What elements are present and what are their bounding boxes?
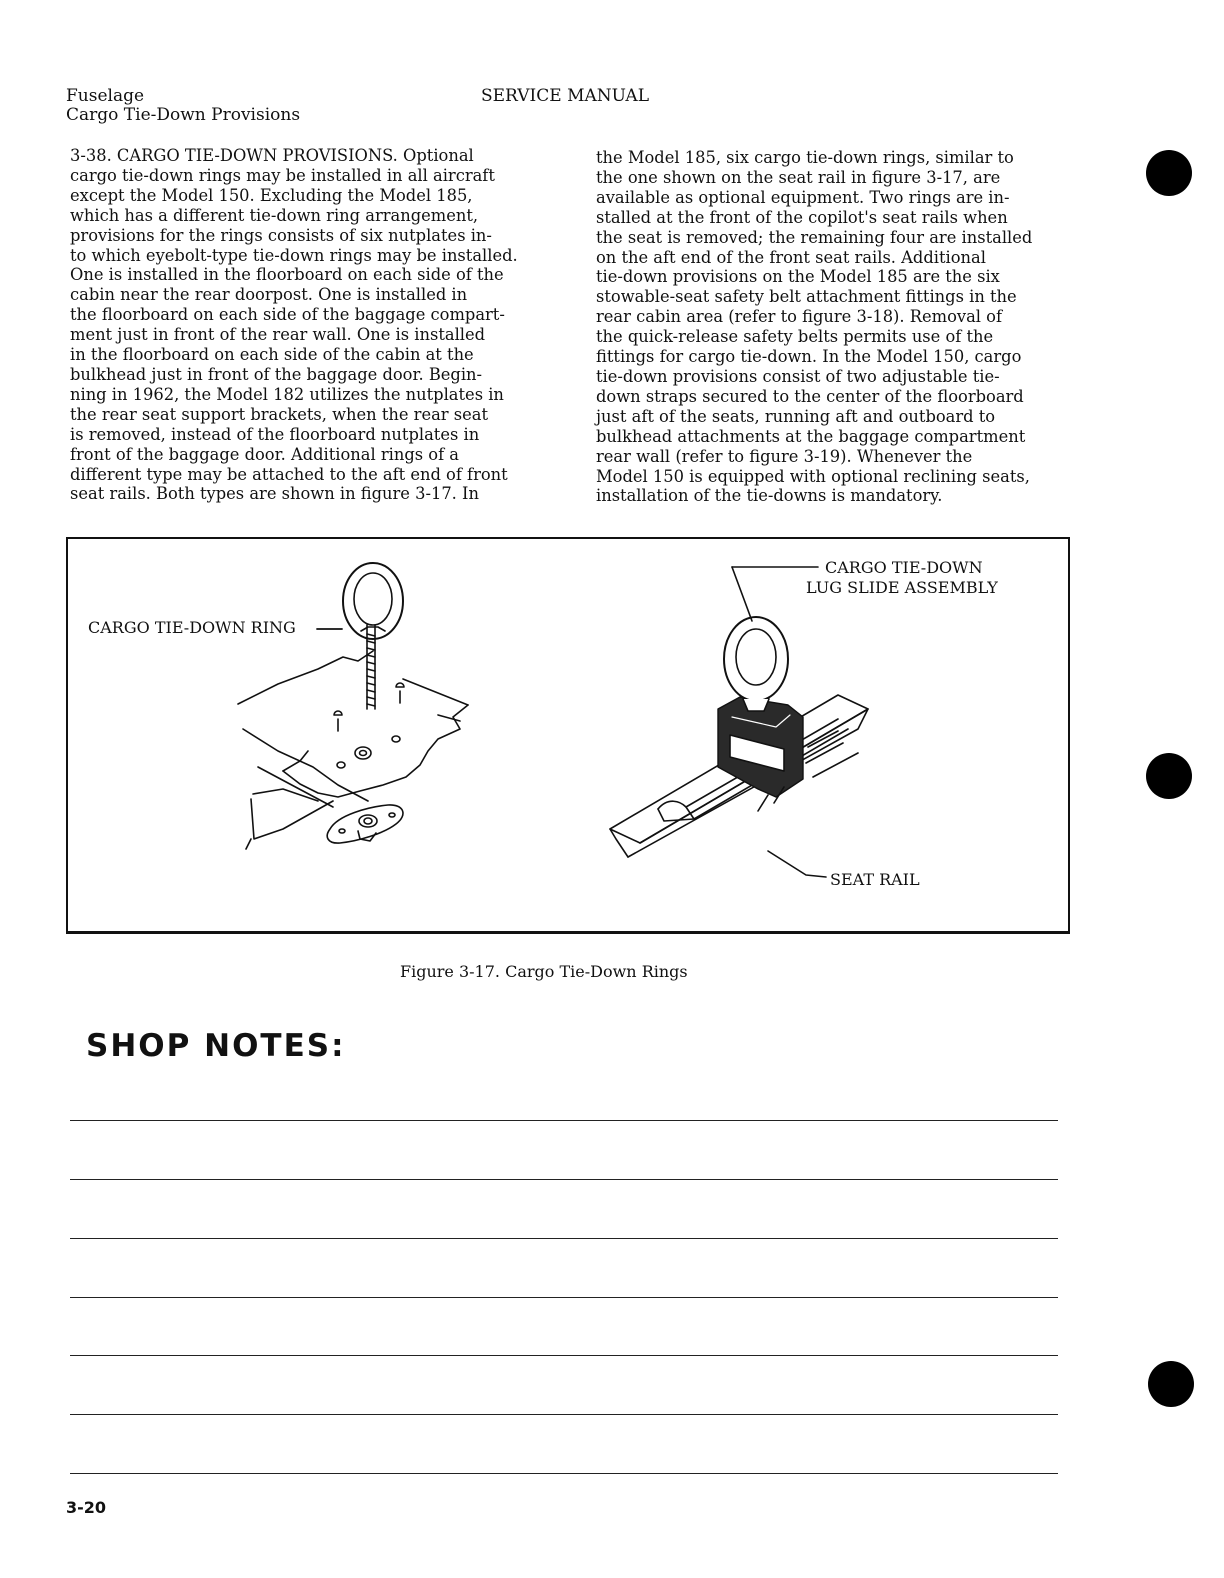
body-left-column: 3-38. CARGO TIE-DOWN PROVISIONS. Optional cargo tie-down rings may be installed in all aircraft except the Model 150. Excluding the Model 185, which has a different tie-down ring arrangement, provisions for the rings consists of six nutplates in- to which eyebolt-type tie-down rings may be installed. One is installed in the floorboard on each side of the cabin near the rear doorpost. One is installed in the floorboard on each side of the baggage compart- ment just in front of the rear wall. One is installed in the floorboard on each side of the cabin at the bulkhead just in front of the baggage door. Begin- ning in 1962, the Model 182 utilizes the nutplates in the rear seat support brackets, when the rear seat is removed, instead of the floorboard nutplates in front of the baggage door. Additional rings of a different type may be attached to the aft end of front seat rails. Both types are shown in figure 3-17. In [70,146,518,504]
note-line [70,1355,1058,1356]
change-bar-dot [1146,753,1192,799]
manual-title: SERVICE MANUAL [481,86,649,106]
body-right-column: the Model 185, six cargo tie-down rings, similar to the one shown on the seat rail in figure 3-17, are available as optional equipment. Two rings are in- stalled at the front of the copilot's seat rails when the seat is removed; the remaining four are installed on the aft end of the front seat rails. Additional tie-down provisions on the Model 185 are the six stowable-seat safety belt attachment fittings in the rear cabin area (refer to figure 3-18). Removal of the quick-release safety belts permits use of the fittings for cargo tie-down. In the Model 150, cargo tie-down provisions consist of two adjustable tie- down straps secured to the center of the floorboard just aft of the seats, running aft and outboard to bulkhead attachments at the baggage compartment rear wall (refer to figure 3-19). Whenever the Model 150 is equipped with optional reclining seats, installation of the tie-downs is mandatory. [596,148,1033,506]
note-line [70,1238,1058,1239]
note-line [70,1414,1058,1415]
lug-label-line1: CARGO TIE-DOWN [825,558,983,577]
eyebolt-ring-drawing [238,563,468,849]
figure-caption: Figure 3-17. Cargo Tie-Down Rings [400,962,688,981]
rail-label: SEAT RAIL [830,870,920,889]
note-line [70,1297,1058,1298]
ring-label: CARGO TIE-DOWN RING [88,618,296,637]
note-line [70,1473,1058,1474]
subsection-title: Cargo Tie-Down Provisions [66,105,301,125]
page-number: 3-20 [66,1498,107,1517]
note-line [70,1179,1058,1180]
shop-notes-title: SHOP NOTES: [86,1028,346,1064]
lug-slide-drawing [610,617,868,857]
section-title: Fuselage [66,86,145,106]
change-bar-dot [1146,150,1192,196]
change-bar-dot [1148,1361,1194,1407]
lug-label-line2: LUG SLIDE ASSEMBLY [806,578,998,597]
figure-3-17 [66,537,1070,934]
note-line [70,1120,1058,1121]
rail-label-leader [768,851,826,877]
